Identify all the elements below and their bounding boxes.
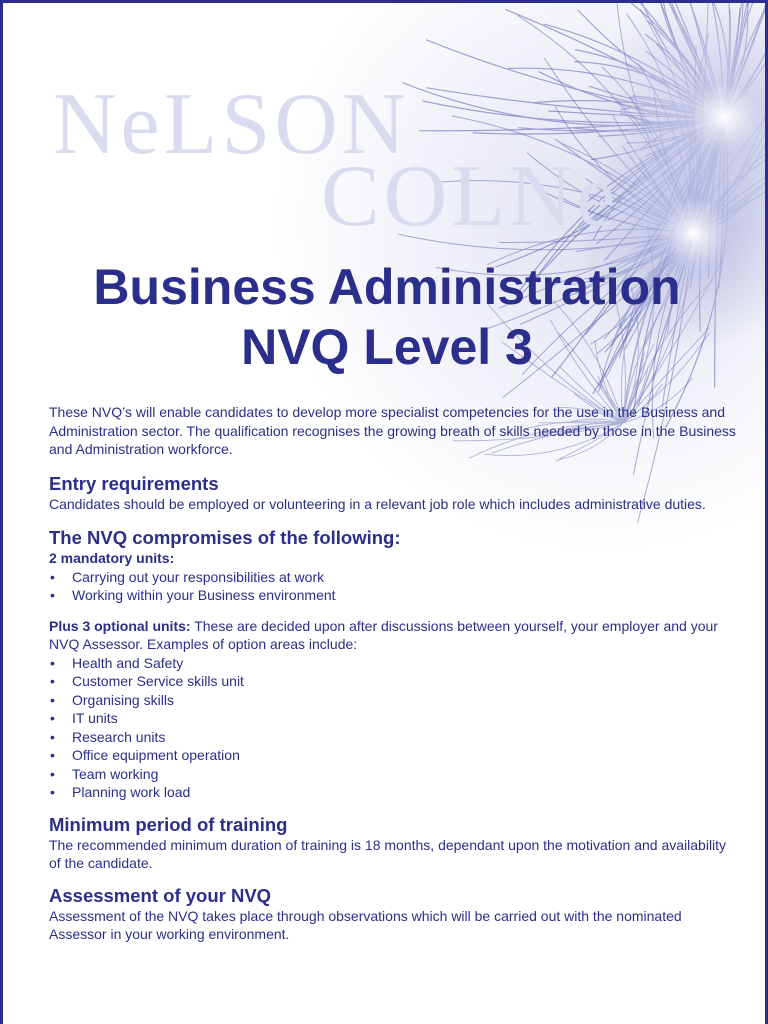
optional-units-label: Plus 3 optional units: — [49, 617, 191, 634]
mandatory-units-label: 2 mandatory units: — [49, 550, 175, 566]
optional-units-list — [49, 654, 739, 802]
page-title-line-1: Business Administration — [93, 259, 681, 315]
optional-units-paragraph — [49, 617, 739, 654]
list-item: • IT units — [49, 709, 739, 728]
watermark-colne: COLNe — [321, 148, 620, 245]
optional-units-text: These are decided upon after discussions between yourself, your employer and your NVQ Assessor. Examples of option areas include: — [49, 617, 718, 652]
brochure-content — [49, 403, 739, 944]
mandatory-units-list — [49, 568, 739, 605]
intro-paragraph: These NVQ’s will enable candidates to develop more specialist competencies for the use in the Business and Administration sector. The qualification recognises the growing breath of skills needed by those in the Business and Administration workforce. — [49, 404, 736, 457]
training-period-heading: Minimum period of training — [49, 813, 288, 835]
list-item: • Customer Service skills unit — [49, 672, 739, 691]
entry-requirements-text: Candidates should be employed or volunteering in a relevant job role which includes administrative duties. — [49, 495, 706, 512]
list-item: • Working within your Business environment — [49, 586, 739, 605]
watermark-nelson: NeLSON — [53, 76, 410, 173]
nvq-components-heading: The NVQ compromises of the following: — [49, 527, 401, 548]
list-item: • Carrying out your responsibilities at work — [49, 568, 739, 587]
list-item: • Planning work load — [49, 783, 739, 802]
list-item: • Organising skills — [49, 691, 739, 710]
training-period-text: The recommended minimum duration of training is 18 months, dependant upon the motivation and availability of the candidate. — [49, 836, 727, 871]
assessment-text: Assessment of the NVQ takes place through observations which will be carried out with the nominated Assessor in your working environment. — [49, 907, 682, 942]
list-item: • Team working — [49, 765, 739, 784]
list-item: • Research units — [49, 728, 739, 747]
list-item: • Health and Safety — [49, 654, 739, 673]
assessment-heading: Assessment of your NVQ — [49, 884, 272, 906]
list-item: • Office equipment operation — [49, 746, 739, 765]
entry-requirements-heading: Entry requirements — [49, 472, 219, 494]
page-title-line-2: NVQ Level 3 — [241, 319, 533, 375]
